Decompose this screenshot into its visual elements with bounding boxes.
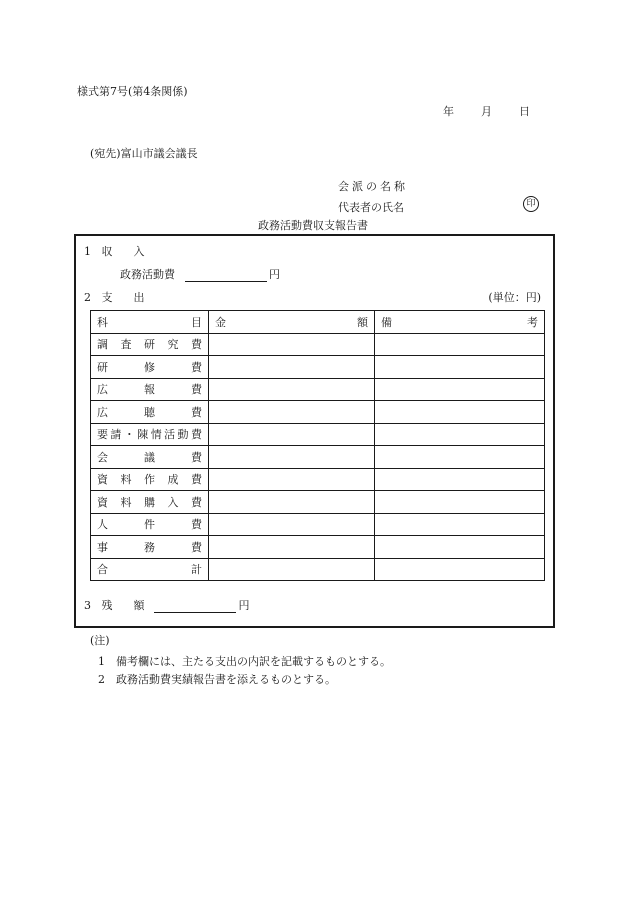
table-row [91,468,545,491]
table-header-row [91,311,545,334]
balance-currency: 円 [238,599,250,612]
heading-char: 出 [133,291,145,304]
addressee: (宛先)富山市議会議長 [90,147,198,160]
heading-char: 残 [101,599,113,612]
remarks-cell[interactable] [375,446,545,469]
remarks-cell[interactable] [375,333,545,356]
table-row [91,333,545,356]
amount-cell[interactable] [209,446,375,469]
header-cell-item: 科 目 [91,311,209,334]
heading-char: 額 [133,599,145,612]
expense-category-cell: 人 件 費 [91,513,209,536]
expense-category-cell: 広 報 費 [91,378,209,401]
expenditure-heading [84,289,144,305]
section-number: 1 [84,245,91,258]
report-frame [74,234,555,628]
amount-cell[interactable] [209,378,375,401]
form-number: 様式第7号(第4条関係) [77,85,188,98]
expense-category-cell: 資 料 購 入 費 [91,491,209,514]
expense-category-cell: 要 請 ・ 陳 情 活 動 費 [91,423,209,446]
remarks-cell[interactable] [375,401,545,424]
table-row [91,378,545,401]
remarks-cell[interactable] [375,468,545,491]
balance-line [84,597,249,613]
header-cell-remarks: 備 考 [375,311,545,334]
faction-name-label: 会派の名称 [338,180,408,193]
amount-cell[interactable] [209,558,375,581]
table-row [91,401,545,424]
section-number: 2 [84,291,91,304]
remarks-cell[interactable] [375,536,545,559]
expense-category-cell: 事 務 費 [91,536,209,559]
header-cell-amount: 金 額 [209,311,375,334]
note-item [98,671,336,687]
remarks-cell[interactable] [375,356,545,379]
seal-mark: 印 [523,196,539,212]
note-text: 備考欄には、主たる支出の内訳を記載するものとする。 [116,655,391,668]
expense-category-cell: 研 修 費 [91,356,209,379]
remarks-cell[interactable] [375,558,545,581]
heading-char: 支 [101,291,113,304]
remarks-cell[interactable] [375,378,545,401]
table-row [91,491,545,514]
remarks-cell[interactable] [375,423,545,446]
note-number: 1 [98,655,105,668]
date-month-label: 月 [481,105,492,118]
amount-cell[interactable] [209,491,375,514]
expense-category-cell: 会 議 費 [91,446,209,469]
date-day-label: 日 [519,105,530,118]
income-item-label: 政務活動費 [120,268,175,281]
representative-label: 代表者の氏名 [338,201,404,214]
income-line [120,266,280,282]
income-heading [84,243,144,259]
expenditure-table [90,310,545,581]
expense-category-cell: 資 料 作 成 費 [91,468,209,491]
date-year-label: 年 [443,105,454,118]
section-number: 3 [84,599,91,612]
amount-cell[interactable] [209,423,375,446]
heading-char: 入 [133,245,145,258]
remarks-cell[interactable] [375,513,545,536]
table-row [91,356,545,379]
balance-amount-field[interactable] [154,601,236,613]
unit-label: (単位：円) [488,291,541,304]
amount-cell[interactable] [209,513,375,536]
table-row [91,513,545,536]
table-row [91,423,545,446]
notes-heading: (注) [90,634,110,647]
amount-cell[interactable] [209,536,375,559]
amount-cell[interactable] [209,401,375,424]
table-row [91,446,545,469]
expense-category-cell: 広 聴 費 [91,401,209,424]
expense-category-cell: 合 計 [91,558,209,581]
date-line [443,103,557,119]
amount-cell[interactable] [209,356,375,379]
table-row [91,536,545,559]
note-text: 政務活動費実績報告書を添えるものとする。 [116,673,336,686]
note-number: 2 [98,673,105,686]
income-amount-field[interactable] [185,270,267,282]
document-title: 政務活動費収支報告書 [258,219,368,232]
expense-category-cell: 調 査 研 究 費 [91,333,209,356]
note-item [98,653,391,669]
amount-cell[interactable] [209,333,375,356]
heading-char: 収 [101,245,113,258]
amount-cell[interactable] [209,468,375,491]
income-currency: 円 [269,268,280,281]
table-row [91,558,545,581]
remarks-cell[interactable] [375,491,545,514]
